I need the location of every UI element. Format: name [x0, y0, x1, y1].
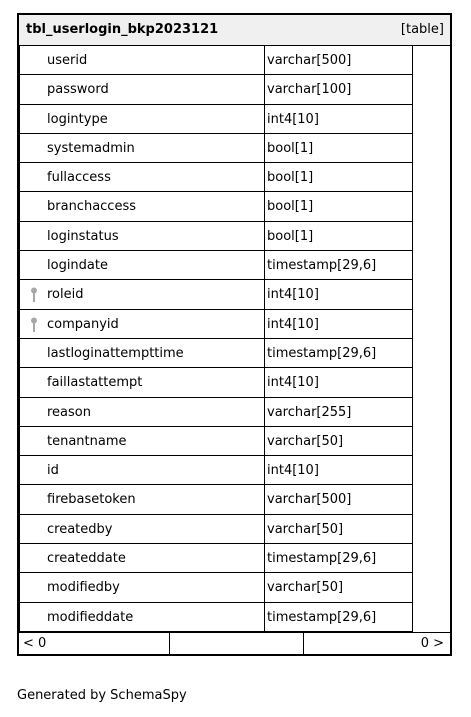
table-row — [19, 339, 450, 368]
generated-by-text: Generated by SchemaSpy — [17, 688, 187, 703]
column-name[interactable]: logintype — [47, 111, 108, 127]
column-name-cell — [19, 339, 265, 368]
column-name-cell — [19, 398, 265, 427]
column-name[interactable]: faillastattempt — [47, 375, 143, 391]
column-name[interactable]: branchaccess — [47, 199, 136, 215]
table-row — [19, 310, 450, 339]
column-name[interactable]: lastloginattempttime — [47, 345, 184, 361]
column-name[interactable]: modifieddate — [47, 609, 134, 625]
table-row — [19, 485, 450, 514]
column-type-cell — [264, 485, 413, 514]
column-type: bool[1] — [267, 140, 314, 156]
column-type: varchar[50] — [267, 580, 344, 596]
column-name-cell — [19, 485, 265, 514]
column-name-cell — [19, 368, 265, 397]
column-type: timestamp[29,6] — [267, 258, 377, 274]
column-type: timestamp[29,6] — [267, 345, 377, 361]
column-type: bool[1] — [267, 228, 314, 244]
column-name-cell — [19, 105, 265, 134]
table-row — [19, 251, 450, 280]
column-name[interactable]: fullaccess — [47, 170, 111, 186]
table-row — [19, 105, 450, 134]
column-type: int4[10] — [267, 316, 319, 332]
column-type-cell — [264, 310, 413, 339]
column-name-cell — [19, 310, 265, 339]
column-type-cell — [264, 75, 413, 104]
column-type-cell — [264, 603, 413, 632]
column-name[interactable]: tenantname — [47, 433, 127, 449]
column-name[interactable]: logindate — [47, 258, 108, 274]
column-type: varchar[500] — [267, 492, 352, 508]
column-name-cell — [19, 603, 265, 632]
column-type: varchar[50] — [267, 521, 344, 537]
column-name[interactable]: id — [47, 463, 59, 479]
column-type-cell — [264, 456, 413, 485]
column-type: int4[10] — [267, 111, 319, 127]
column-name[interactable]: companyid — [47, 316, 119, 332]
table-row — [19, 398, 450, 427]
footer-divider — [169, 633, 170, 655]
column-name-cell — [19, 75, 265, 104]
column-name-cell — [19, 251, 265, 280]
column-name[interactable]: createdby — [47, 521, 113, 537]
column-name[interactable]: loginstatus — [47, 228, 119, 244]
column-name[interactable]: userid — [47, 53, 88, 68]
column-type: varchar[500] — [267, 53, 352, 68]
column-type-cell — [264, 163, 413, 192]
column-name-cell — [19, 515, 265, 544]
table-row — [19, 280, 450, 309]
column-name-cell — [19, 280, 265, 309]
footer-divider — [303, 633, 304, 655]
table-row — [19, 515, 450, 544]
column-name-cell — [19, 163, 265, 192]
column-type: varchar[255] — [267, 404, 352, 420]
column-name-cell — [19, 192, 265, 221]
column-name-cell — [19, 456, 265, 485]
column-name[interactable]: firebasetoken — [47, 492, 136, 508]
table-row — [19, 603, 450, 632]
table-row — [19, 544, 450, 573]
key-icon — [30, 317, 38, 333]
column-type-cell — [264, 544, 413, 573]
table-row — [19, 134, 450, 163]
table-footer — [19, 632, 450, 654]
table-row — [19, 163, 450, 192]
column-type: int4[10] — [267, 375, 319, 391]
table-row — [19, 192, 450, 221]
column-type: varchar[50] — [267, 433, 344, 449]
column-name-cell — [19, 427, 265, 456]
column-type: timestamp[29,6] — [267, 609, 377, 625]
column-type-cell — [264, 134, 413, 163]
column-type: bool[1] — [267, 199, 314, 215]
column-name[interactable]: systemadmin — [47, 140, 135, 156]
table-row — [19, 456, 450, 485]
column-type-cell — [264, 222, 413, 251]
column-name-cell — [19, 134, 265, 163]
column-list — [19, 46, 450, 632]
column-type-cell — [264, 515, 413, 544]
column-type: int4[10] — [267, 463, 319, 479]
column-type-cell — [264, 368, 413, 397]
column-type-cell — [264, 46, 413, 75]
column-name[interactable]: modifiedby — [47, 580, 120, 596]
table-row — [19, 75, 450, 104]
column-type: bool[1] — [267, 170, 314, 186]
column-type-cell — [264, 398, 413, 427]
column-name-cell — [19, 222, 265, 251]
key-icon — [30, 287, 38, 303]
column-name[interactable]: password — [47, 82, 109, 98]
parents-count[interactable]: < 0 — [23, 636, 47, 651]
column-type-cell — [264, 105, 413, 134]
column-name[interactable]: roleid — [47, 287, 84, 303]
column-type: timestamp[29,6] — [267, 551, 377, 567]
column-type-cell — [264, 339, 413, 368]
table-row — [19, 573, 450, 602]
table-row — [19, 427, 450, 456]
table-name[interactable]: tbl_userlogin_bkp2023121 — [26, 22, 219, 37]
column-type-cell — [264, 251, 413, 280]
column-type: varchar[100] — [267, 82, 352, 98]
table-row — [19, 222, 450, 251]
column-type: int4[10] — [267, 287, 319, 303]
column-name-cell — [19, 46, 265, 75]
column-type-cell — [264, 280, 413, 309]
column-type-cell — [264, 427, 413, 456]
table-kind: [table] — [400, 22, 444, 37]
table-header — [19, 15, 450, 46]
column-name-cell — [19, 573, 265, 602]
column-name-cell — [19, 544, 265, 573]
column-type-cell — [264, 192, 413, 221]
table-box — [17, 13, 452, 656]
table-row — [19, 368, 450, 397]
column-name[interactable]: createddate — [47, 551, 126, 567]
children-count[interactable]: 0 > — [420, 636, 444, 651]
column-name[interactable]: reason — [47, 404, 91, 420]
column-type-cell — [264, 573, 413, 602]
table-row — [19, 46, 450, 75]
